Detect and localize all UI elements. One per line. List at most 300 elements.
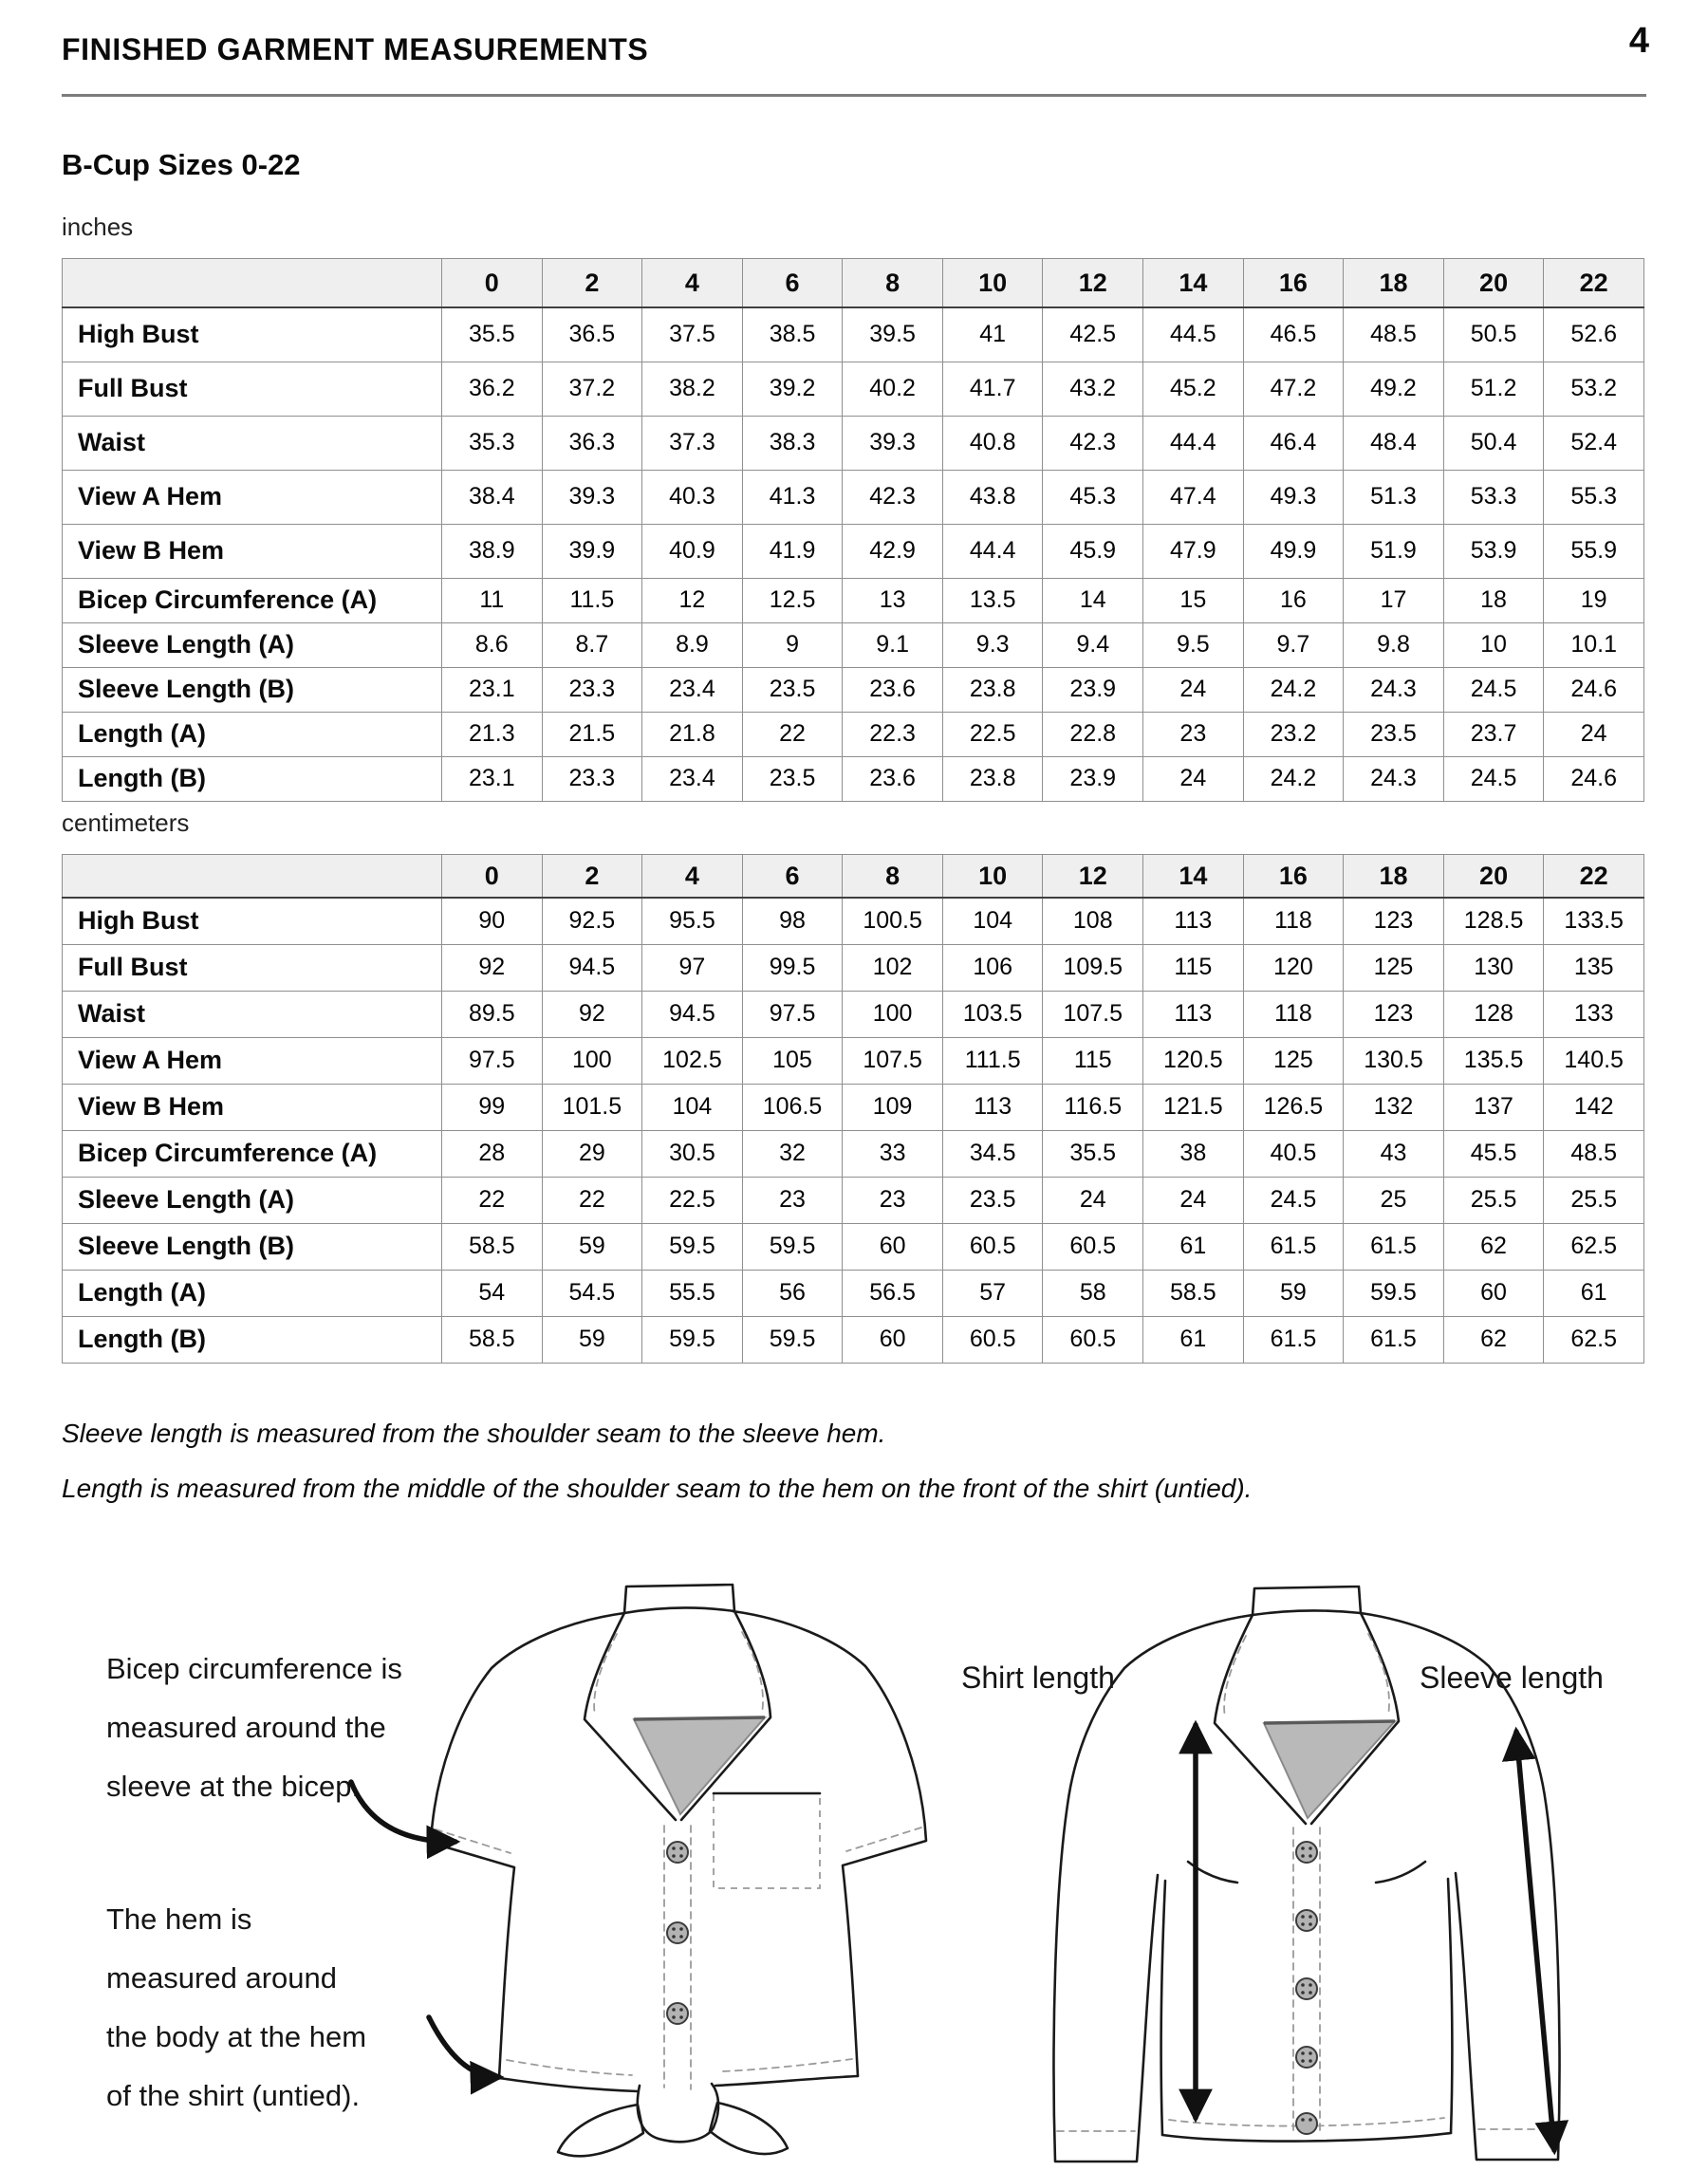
measurement-cell: 9.8 (1344, 622, 1444, 667)
measurement-cell: 106.5 (742, 1084, 843, 1130)
measurement-cell: 61 (1544, 1270, 1644, 1316)
table-row (63, 712, 1644, 756)
measurement-cell: 38.4 (442, 470, 543, 524)
measurement-cell: 52.6 (1544, 307, 1644, 362)
measurement-cell: 92 (442, 944, 543, 991)
table-row (63, 667, 1644, 712)
measurement-cell: 24.6 (1544, 667, 1644, 712)
measurement-cell: 52.4 (1544, 416, 1644, 470)
page-number: 4 (1628, 21, 1649, 61)
measurement-cell: 22.5 (942, 712, 1043, 756)
measurement-cell: 24.2 (1243, 756, 1344, 801)
measurement-cell: 107.5 (1043, 991, 1143, 1037)
measurement-cell: 56.5 (843, 1270, 943, 1316)
size-column-header: 16 (1243, 855, 1344, 899)
measurement-cell: 47.4 (1143, 470, 1244, 524)
measurement-cell: 53.9 (1443, 524, 1544, 578)
table-row (63, 1130, 1644, 1177)
measurement-cell: 62.5 (1544, 1316, 1644, 1363)
measurement-cell: 42.3 (843, 470, 943, 524)
measurement-cell: 23.7 (1443, 712, 1544, 756)
measurement-cell: 40.8 (942, 416, 1043, 470)
measurement-cell: 49.9 (1243, 524, 1344, 578)
bicep-pointer-arrow (351, 1782, 455, 1842)
measurement-cell: 53.3 (1443, 470, 1544, 524)
measurement-cell: 38.2 (642, 362, 743, 416)
measurement-cell: 11 (442, 578, 543, 622)
size-header-row (63, 855, 1644, 899)
chest-pocket (714, 1793, 820, 1888)
measurement-cell: 22.3 (843, 712, 943, 756)
measurement-cell: 60 (1443, 1270, 1544, 1316)
measurement-cell: 23.4 (642, 667, 743, 712)
row-label: Bicep Circumference (A) (63, 1130, 442, 1177)
size-column-header: 22 (1544, 855, 1644, 899)
row-label: Full Bust (63, 362, 442, 416)
measurement-cell: 21.8 (642, 712, 743, 756)
measurement-cell: 42.3 (1043, 416, 1143, 470)
measurement-cell: 24.5 (1243, 1177, 1344, 1223)
row-label: Length (A) (63, 1270, 442, 1316)
measurement-cell: 24.2 (1243, 667, 1344, 712)
size-column-header: 2 (542, 855, 642, 899)
measurement-cell: 126.5 (1243, 1084, 1344, 1130)
measurement-cell: 62 (1443, 1316, 1544, 1363)
measurement-cell: 41.3 (742, 470, 843, 524)
size-column-header: 8 (843, 855, 943, 899)
measurement-cell: 23.3 (542, 667, 642, 712)
measurement-cell: 24 (1043, 1177, 1143, 1223)
measurement-cell: 59.5 (742, 1223, 843, 1270)
measurement-cell: 60 (843, 1316, 943, 1363)
row-label: Waist (63, 416, 442, 470)
measurement-cell: 36.2 (442, 362, 543, 416)
measurement-cell: 23 (742, 1177, 843, 1223)
measurement-cell: 108 (1043, 898, 1143, 944)
measurement-cell: 28 (442, 1130, 543, 1177)
measurement-cell: 21.5 (542, 712, 642, 756)
row-label: View A Hem (63, 470, 442, 524)
measurement-cell: 51.2 (1443, 362, 1544, 416)
measurement-cell: 35.5 (442, 307, 543, 362)
measurements-table-inches (62, 258, 1644, 802)
measurement-cell: 46.5 (1243, 307, 1344, 362)
annotation-line: of the shirt (untied). (106, 2079, 361, 2112)
size-column-header: 0 (442, 855, 543, 899)
measurement-cell: 36.5 (542, 307, 642, 362)
measurement-cell: 55.5 (642, 1270, 743, 1316)
measurement-cell: 23.5 (942, 1177, 1043, 1223)
measurement-cell: 61.5 (1344, 1223, 1444, 1270)
measurement-cell: 99.5 (742, 944, 843, 991)
corner-cell (63, 855, 442, 899)
row-label: Length (B) (63, 1316, 442, 1363)
measurement-cell: 38 (1143, 1130, 1244, 1177)
measurement-cell: 123 (1344, 991, 1444, 1037)
measurement-cell: 41.7 (942, 362, 1043, 416)
measurement-cell: 121.5 (1143, 1084, 1244, 1130)
measurement-cell: 57 (942, 1270, 1043, 1316)
measurement-cell: 49.2 (1344, 362, 1444, 416)
measurement-cell: 95.5 (642, 898, 743, 944)
measurement-cell: 53.2 (1544, 362, 1644, 416)
measurement-cell: 116.5 (1043, 1084, 1143, 1130)
measurement-cell: 61.5 (1243, 1223, 1344, 1270)
measurement-cell: 51.3 (1344, 470, 1444, 524)
measurement-cell: 24.5 (1443, 756, 1544, 801)
measurement-cell: 106 (942, 944, 1043, 991)
measurement-cell: 102.5 (642, 1037, 743, 1084)
size-column-header: 6 (742, 259, 843, 308)
measurement-cell: 97.5 (742, 991, 843, 1037)
measurement-cell: 40.2 (843, 362, 943, 416)
measurement-cell: 45.9 (1043, 524, 1143, 578)
measurement-cell: 128.5 (1443, 898, 1544, 944)
measurement-cell: 130 (1443, 944, 1544, 991)
row-label: View A Hem (63, 1037, 442, 1084)
measurement-cell: 23.4 (642, 756, 743, 801)
measurement-cell: 118 (1243, 898, 1344, 944)
measurement-cell: 109 (843, 1084, 943, 1130)
measurement-cell: 37.3 (642, 416, 743, 470)
measurement-cell: 9.7 (1243, 622, 1344, 667)
measurement-cell: 60.5 (942, 1316, 1043, 1363)
size-column-header: 14 (1143, 259, 1244, 308)
measurement-cell: 58 (1043, 1270, 1143, 1316)
view-b-shirt-illustration (1054, 1586, 1560, 2162)
size-column-header: 8 (843, 259, 943, 308)
measurement-cell: 125 (1243, 1037, 1344, 1084)
measurement-cell: 16 (1243, 578, 1344, 622)
measurement-cell: 92 (542, 991, 642, 1037)
size-column-header: 2 (542, 259, 642, 308)
measurement-cell: 25.5 (1443, 1177, 1544, 1223)
measurement-cell: 101.5 (542, 1084, 642, 1130)
size-column-header: 20 (1443, 259, 1544, 308)
measurement-cell: 48.5 (1544, 1130, 1644, 1177)
annotation-line: the body at the hem (106, 2020, 367, 2053)
size-column-header: 0 (442, 259, 543, 308)
view-a-shirt-illustration (431, 1585, 926, 2156)
measurement-cell: 49.3 (1243, 470, 1344, 524)
table-row (63, 1084, 1644, 1130)
measurement-cell: 107.5 (843, 1037, 943, 1084)
measurement-cell: 23.9 (1043, 756, 1143, 801)
annotation-line: measured around (106, 1961, 337, 1995)
row-label: Waist (63, 991, 442, 1037)
measurement-cell: 24.5 (1443, 667, 1544, 712)
size-column-header: 10 (942, 259, 1043, 308)
measurement-cell: 58.5 (1143, 1270, 1244, 1316)
measurement-cell: 97 (642, 944, 743, 991)
measurement-cell: 60 (843, 1223, 943, 1270)
measurement-cell: 42.5 (1043, 307, 1143, 362)
measurement-cell: 44.4 (942, 524, 1043, 578)
measurement-cell: 41 (942, 307, 1043, 362)
measurement-cell: 115 (1143, 944, 1244, 991)
measurement-cell: 38.3 (742, 416, 843, 470)
measurement-cell: 38.5 (742, 307, 843, 362)
row-label: Sleeve Length (B) (63, 1223, 442, 1270)
size-column-header: 18 (1344, 855, 1444, 899)
measurement-cell: 22 (442, 1177, 543, 1223)
measurement-cell: 98 (742, 898, 843, 944)
row-label: Bicep Circumference (A) (63, 578, 442, 622)
row-label: View B Hem (63, 1084, 442, 1130)
measurement-cell: 61 (1143, 1223, 1244, 1270)
measurement-cell: 9.5 (1143, 622, 1244, 667)
measurement-cell: 59.5 (642, 1316, 743, 1363)
measurement-cell: 140.5 (1544, 1037, 1644, 1084)
measurement-notes (62, 1406, 1252, 1516)
measurement-cell: 55.9 (1544, 524, 1644, 578)
sleeve-length-label: Sleeve length (1420, 1661, 1604, 1695)
measurement-cell: 43.2 (1043, 362, 1143, 416)
measurement-cell: 115 (1043, 1037, 1143, 1084)
row-label: View B Hem (63, 524, 442, 578)
measurement-cell: 25.5 (1544, 1177, 1644, 1223)
table-row (63, 1037, 1644, 1084)
annotation-line: measured around the (106, 1711, 386, 1744)
size-column-header: 16 (1243, 259, 1344, 308)
title-divider (62, 94, 1646, 97)
measurement-cell: 133 (1544, 991, 1644, 1037)
hem-pointer-arrow (429, 2017, 499, 2077)
table-row (63, 1223, 1644, 1270)
measurement-cell: 113 (1143, 898, 1244, 944)
measurement-cell: 11.5 (542, 578, 642, 622)
measurement-cell: 9.1 (843, 622, 943, 667)
measurement-cell: 29 (542, 1130, 642, 1177)
size-column-header: 4 (642, 855, 743, 899)
measurement-cell: 97.5 (442, 1037, 543, 1084)
garment-diagram (57, 1566, 1661, 2171)
table-row (63, 622, 1644, 667)
measurement-cell: 40.5 (1243, 1130, 1344, 1177)
measurement-cell: 123 (1344, 898, 1444, 944)
measurement-cell: 60.5 (1043, 1223, 1143, 1270)
measurement-cell: 104 (642, 1084, 743, 1130)
measurement-cell: 128 (1443, 991, 1544, 1037)
measurement-cell: 100 (843, 991, 943, 1037)
measurement-cell: 118 (1243, 991, 1344, 1037)
unit-label-inches: inches (62, 213, 134, 241)
tie-knot (638, 2084, 718, 2142)
measurement-cell: 94.5 (542, 944, 642, 991)
table-row (63, 1270, 1644, 1316)
measurement-cell: 37.5 (642, 307, 743, 362)
measurement-cell: 8.9 (642, 622, 743, 667)
measurements-table-centimeters (62, 854, 1644, 1364)
measurement-cell: 135 (1544, 944, 1644, 991)
measurement-cell: 120.5 (1143, 1037, 1244, 1084)
measurement-cell: 23.2 (1243, 712, 1344, 756)
measurement-cell: 133.5 (1544, 898, 1644, 944)
measurement-cell: 15 (1143, 578, 1244, 622)
measurement-cell: 59.5 (1344, 1270, 1444, 1316)
measurement-cell: 51.9 (1344, 524, 1444, 578)
measurement-cell: 42.9 (843, 524, 943, 578)
measurement-cell: 22 (742, 712, 843, 756)
table-row (63, 991, 1644, 1037)
measurement-cell: 24.6 (1544, 756, 1644, 801)
measurement-cell: 94.5 (642, 991, 743, 1037)
measurement-cell: 22.5 (642, 1177, 743, 1223)
measurement-cell: 59 (1243, 1270, 1344, 1316)
table-row (63, 898, 1644, 944)
measurement-cell: 35.5 (1043, 1130, 1143, 1177)
measurement-cell: 92.5 (542, 898, 642, 944)
measurement-cell: 23.8 (942, 667, 1043, 712)
measurement-cell: 39.5 (843, 307, 943, 362)
measurement-cell: 100.5 (843, 898, 943, 944)
measurement-cell: 54 (442, 1270, 543, 1316)
tie-tail-left (558, 2105, 643, 2156)
measurement-cell: 99 (442, 1084, 543, 1130)
measurement-cell: 109.5 (1043, 944, 1143, 991)
size-column-header: 12 (1043, 855, 1143, 899)
measurement-cell: 103.5 (942, 991, 1043, 1037)
table-row (63, 756, 1644, 801)
measurement-cell: 45.3 (1043, 470, 1143, 524)
section-heading: B-Cup Sizes 0-22 (62, 148, 301, 181)
measurement-cell: 10.1 (1544, 622, 1644, 667)
size-column-header: 6 (742, 855, 843, 899)
table-row (63, 578, 1644, 622)
row-label: Sleeve Length (A) (63, 1177, 442, 1223)
table-row (63, 470, 1644, 524)
sleeve-length-arrow (1516, 1732, 1554, 2150)
measurement-cell: 13.5 (942, 578, 1043, 622)
measurement-cell: 61.5 (1344, 1316, 1444, 1363)
measurement-cell: 47.2 (1243, 362, 1344, 416)
unit-label-centimeters: centimeters (62, 808, 190, 837)
measurement-cell: 55.3 (1544, 470, 1644, 524)
measurement-cell: 23.6 (843, 667, 943, 712)
measurement-cell: 22.8 (1043, 712, 1143, 756)
measurement-cell: 9.4 (1043, 622, 1143, 667)
measurement-cell: 23.5 (742, 756, 843, 801)
measurement-cell: 142 (1544, 1084, 1644, 1130)
table-row (63, 362, 1644, 416)
buttons (1296, 1842, 1317, 2134)
measurement-cell: 21.3 (442, 712, 543, 756)
annotation-line: sleeve at the bicep. (106, 1770, 361, 1803)
measurement-cell: 135.5 (1443, 1037, 1544, 1084)
measurement-cell: 40.9 (642, 524, 743, 578)
buttons (667, 1842, 688, 2024)
size-header-row (63, 259, 1644, 308)
measurement-cell: 61.5 (1243, 1316, 1344, 1363)
measurement-cell: 13 (843, 578, 943, 622)
measurement-cell: 23 (843, 1177, 943, 1223)
measurement-cell: 58.5 (442, 1316, 543, 1363)
measurement-cell: 23.5 (1344, 712, 1444, 756)
table-row (63, 416, 1644, 470)
measurement-cell: 113 (942, 1084, 1043, 1130)
measurement-cell: 10 (1443, 622, 1544, 667)
note-sleeve-length: Sleeve length is measured from the shoulder seam to the sleeve hem. (62, 1419, 886, 1448)
measurement-cell: 38.9 (442, 524, 543, 578)
table-row (63, 524, 1644, 578)
measurement-cell: 23.8 (942, 756, 1043, 801)
measurement-cell: 113 (1143, 991, 1244, 1037)
measurement-cell: 47.9 (1143, 524, 1244, 578)
measurement-cell: 23.3 (542, 756, 642, 801)
size-column-header: 4 (642, 259, 743, 308)
measurement-cell: 12 (642, 578, 743, 622)
measurement-cell: 19 (1544, 578, 1644, 622)
measurement-cell: 34.5 (942, 1130, 1043, 1177)
measurement-cell: 35.3 (442, 416, 543, 470)
measurement-cell: 45.2 (1143, 362, 1244, 416)
measurement-cell: 100 (542, 1037, 642, 1084)
measurement-cell: 60.5 (942, 1223, 1043, 1270)
measurement-cell: 104 (942, 898, 1043, 944)
measurement-cell: 44.4 (1143, 416, 1244, 470)
measurement-cell: 39.2 (742, 362, 843, 416)
measurement-cell: 14 (1043, 578, 1143, 622)
measurement-cell: 111.5 (942, 1037, 1043, 1084)
measurement-cell: 8.7 (542, 622, 642, 667)
measurement-cell: 23.5 (742, 667, 843, 712)
measurement-cell: 59.5 (642, 1223, 743, 1270)
measurement-cell: 61 (1143, 1316, 1244, 1363)
measurement-cell: 125 (1344, 944, 1444, 991)
measurement-cell: 39.3 (843, 416, 943, 470)
measurement-cell: 40.3 (642, 470, 743, 524)
measurement-cell: 54.5 (542, 1270, 642, 1316)
measurement-cell: 45.5 (1443, 1130, 1544, 1177)
size-column-header: 12 (1043, 259, 1143, 308)
measurement-cell: 39.9 (542, 524, 642, 578)
measurement-cell: 58.5 (442, 1223, 543, 1270)
measurement-cell: 24.3 (1344, 756, 1444, 801)
measurement-cell: 59 (542, 1316, 642, 1363)
measurement-cell: 90 (442, 898, 543, 944)
measurement-cell: 23.1 (442, 667, 543, 712)
measurement-cell: 132 (1344, 1084, 1444, 1130)
measurement-cell: 120 (1243, 944, 1344, 991)
measurement-cell: 43.8 (942, 470, 1043, 524)
measurement-cell: 62.5 (1544, 1223, 1644, 1270)
table-row (63, 1177, 1644, 1223)
tie-tail-right (710, 2103, 788, 2154)
measurement-cell: 32 (742, 1130, 843, 1177)
row-label: Full Bust (63, 944, 442, 991)
measurement-cell: 24.3 (1344, 667, 1444, 712)
row-label: Sleeve Length (B) (63, 667, 442, 712)
shirt-length-label: Shirt length (961, 1661, 1115, 1695)
table-row (63, 1316, 1644, 1363)
measurement-cell: 18 (1443, 578, 1544, 622)
measurement-cell: 50.5 (1443, 307, 1544, 362)
measurement-cell: 37.2 (542, 362, 642, 416)
measurement-cell: 39.3 (542, 470, 642, 524)
annotation-line: The hem is (106, 1902, 252, 1936)
table-row (63, 307, 1644, 362)
measurement-cell: 50.4 (1443, 416, 1544, 470)
measurement-cell: 41.9 (742, 524, 843, 578)
measurement-cell: 24 (1544, 712, 1644, 756)
annotation-line: Bicep circumference is (106, 1652, 402, 1685)
measurement-cell: 23 (1143, 712, 1244, 756)
measurement-cell: 43 (1344, 1130, 1444, 1177)
measurement-cell: 9 (742, 622, 843, 667)
measurement-cell: 24 (1143, 1177, 1244, 1223)
measurement-cell: 44.5 (1143, 307, 1244, 362)
measurement-cell: 22 (542, 1177, 642, 1223)
